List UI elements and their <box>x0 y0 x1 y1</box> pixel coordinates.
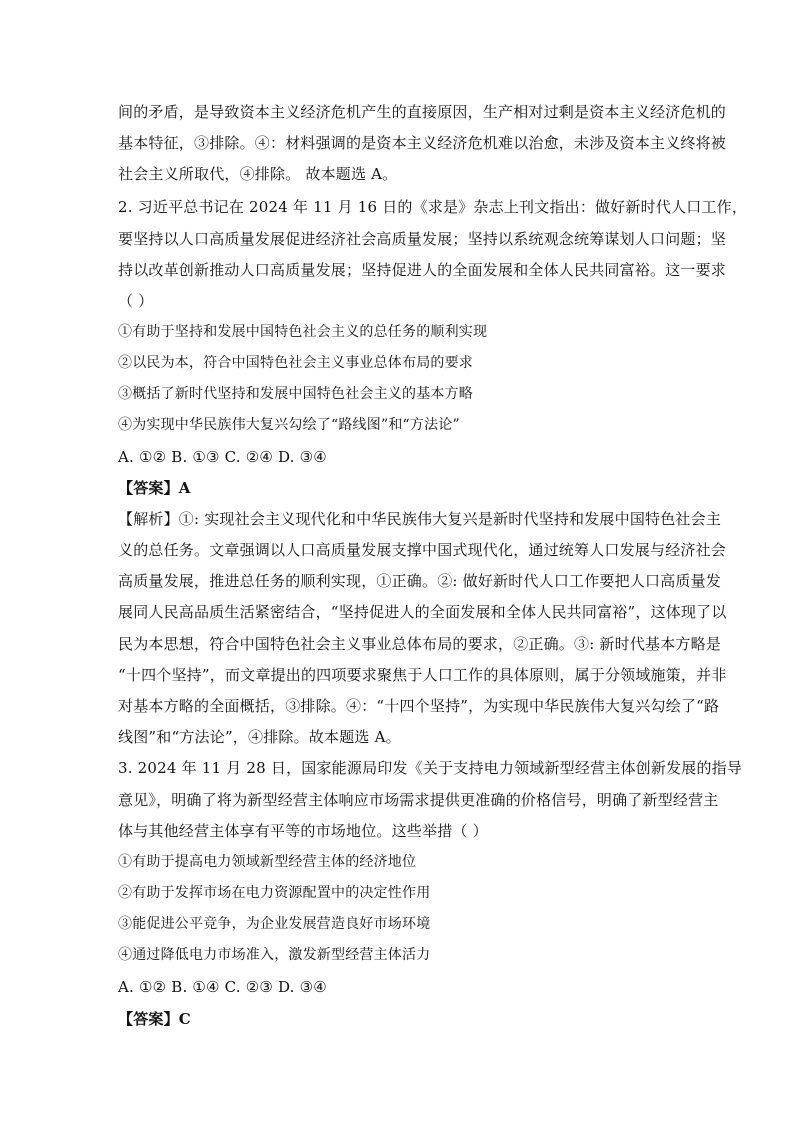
question-2-stem: 持以改革创新推动人口高质量发展；坚持促进人的全面发展和全体人民共同富裕。这一要求 <box>118 261 727 279</box>
question-3-stem: 体与其他经营主体享有平等的市场地位。这些举措（ ） <box>118 822 488 840</box>
text-line: 社会主义所取代，④排除。 故本题选 A。 <box>118 165 398 183</box>
question-2-analysis: 展同人民高品质生活紧密结合，“坚持促进人的全面发展和全体人民共同富裕”，这体现了以 <box>118 603 727 621</box>
question-2-option: ③概括了新时代坚持和发展中国特色社会主义的基本方略 <box>118 386 473 402</box>
question-3-option: ①有助于提高电力领域新型经营主体的经济地位 <box>118 854 417 870</box>
question-3-option: ②有助于发挥市场在电力资源配置中的决定性作用 <box>118 885 431 901</box>
question-3-option: ③能促进公平竞争，为企业发展营造良好市场环境 <box>118 916 431 932</box>
question-2-answer: 【答案】A <box>118 479 191 497</box>
question-2-option: ①有助于坚持和发展中国特色社会主义的总任务的顺利实现 <box>118 324 488 340</box>
question-2-analysis: 线图”和“方法论”，④排除。故本题选 A。 <box>118 728 401 746</box>
question-3-choices: A. ①② B. ①④ C. ②③ D. ③④ <box>118 978 327 996</box>
question-2-blank: （ ） <box>118 292 154 310</box>
question-2-option: ④为实现中华民族伟大复兴勾绘了“路线图”和“方法论” <box>118 417 460 433</box>
question-2-analysis: “十四个坚持”，而文章提出的四项要求聚焦于人口工作的具体原则，属于分领域施策，并非 <box>118 666 727 684</box>
question-2-option: ②以民为本，符合中国特色社会主义事业总体布局的要求 <box>118 355 473 371</box>
text-line: 间的矛盾，是导致资本主义经济危机产生的直接原因，生产相对过剩是资本主义经济危机的 <box>118 103 727 121</box>
question-2-analysis: 高质量发展，推进总任务的顺利实现，①正确。②: 做好新时代人口工作要把人口高质量发 <box>118 572 722 590</box>
question-2-analysis: 义的总任务。文章强调以人口高质量发展支撑中国式现代化，通过统筹人口发展与经济社会 <box>118 541 727 559</box>
question-3-answer: 【答案】C <box>118 1010 191 1028</box>
question-2-choices: A. ①② B. ①③ C. ②④ D. ③④ <box>118 448 327 466</box>
text-line: 基本特征，③排除。④：材料强调的是资本主义经济危机难以治愈，未涉及资本主义终将被 <box>118 134 727 152</box>
question-3-stem: 意见》，明确了将为新型经营主体响应市场需求提供更准确的价格信号，明确了新型经营主 <box>118 791 719 809</box>
question-2-stem: 2. 习近平总书记在 2024 年 11 月 16 日的《求是》杂志上刊文指出：做好新时代人口工作， <box>118 198 748 216</box>
question-2-stem: 要坚持以人口高质量发展促进经济社会高质量发展；坚持以系统观念统筹谋划人口问题；坚 <box>118 230 727 248</box>
question-2-analysis: 【解析】①: 实现社会主义现代化和中华民族伟大复兴是新时代坚持和发展中国特色社会主 <box>118 510 722 528</box>
question-2-analysis: 对基本方略的全面概括，③排除。④：“十四个坚持”，为实现中华民族伟大复兴勾绘了“路 <box>118 697 720 715</box>
question-3-option: ④通过降低电力市场准入，激发新型经营主体活力 <box>118 947 431 963</box>
question-2-analysis: 民为本思想，符合中国特色社会主义事业总体布局的要求，②正确。③: 新时代基本方略是 <box>118 635 722 653</box>
question-3-stem: 3. 2024 年 11 月 28 日，国家能源局印发《关于支持电力领域新型经营主体创新发展的指导 <box>118 759 743 777</box>
